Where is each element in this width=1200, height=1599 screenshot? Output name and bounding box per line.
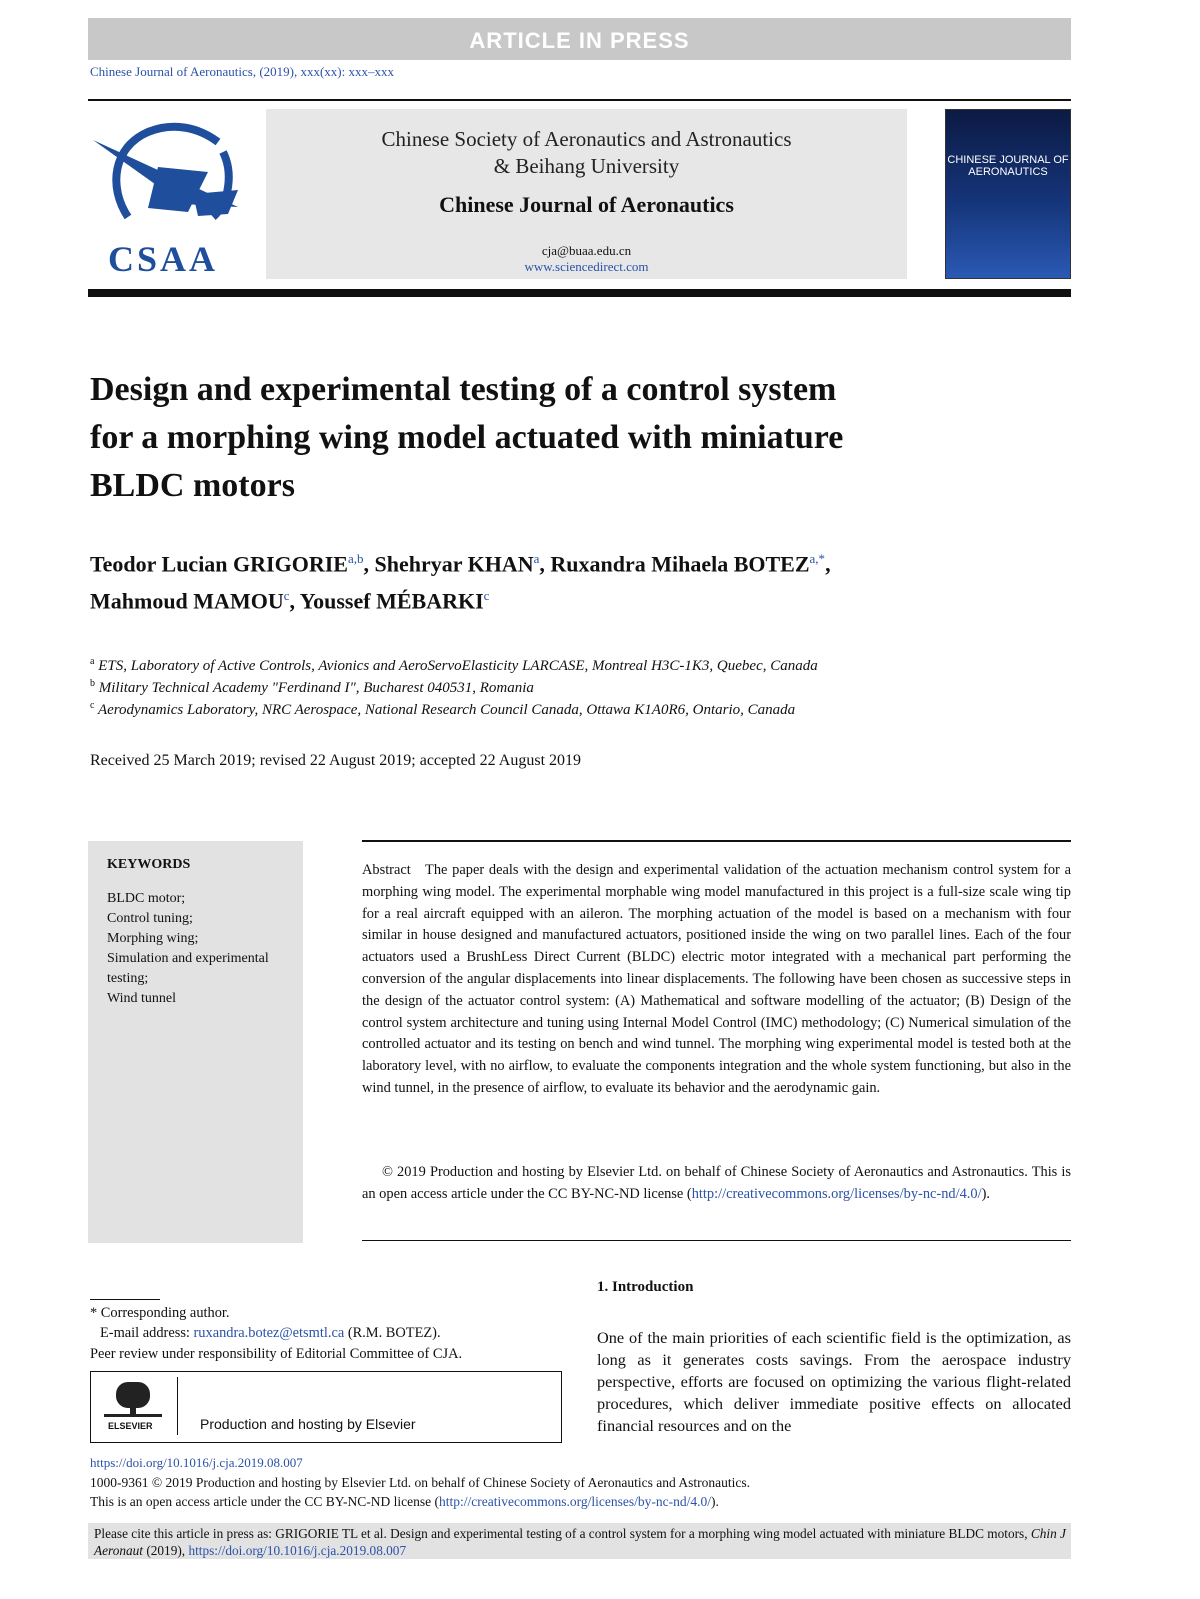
email-note (100, 1325, 441, 1342)
article-title (90, 366, 990, 510)
author-list: Teodor Lucian GRIGORIE$^{a,b}$, Shehryar KHAN$^a$, Ruxandra Mihaela $BOTEZ^{a,*}$, Mahmoud MAMOU$^c$, Youssef MÉBARKI$^c$ (90, 551, 831, 614)
affiliation-text: ETS, Laboratory of Active Controls, Avionics and AeroServoElasticity LARCASE, Montreal H3C-1K3, Quebec, Canada (98, 658, 818, 674)
abstract-text: The paper deals with the design and experimental validation of the actuation mechanism control system for a morphing wing model. The experimental morphable wing model manufactured in this project is a full-size scale wing tip for a real aircraft equipped with an aileron. The morphing actuation of the model is based on a mechanism with four similar in house designed and manufactured actuators, positioned inside the wing on two parallel lines. Each of the four actuators used a BrushLess Direct Current (BLDC) electric motor integrated with a mechanical part performing the conversion of the angular displacements into linear displacements. The following have been chosen as successive steps in the design of the actuator control system: (A) Mathematical and software modelling of the actuator; (B) Design of the control system architecture and tuning using Internal Model Control (IMC) methodology; (C) Numerical simulation of the controlled actuator and its testing on bench and wind tunnel. The morphing wing experimental model is tested both at the laboratory level, with no airflow, to evaluate the components integration and the whole system functioning, but also in the wind tunnel, in the presence of airflow, to evaluate its behavior and the aerodynamic gain. (362, 862, 1071, 1096)
journal-email[interactable]: cja@buaa.edu.cn (541, 243, 632, 258)
oa-suffix: ). (710, 1494, 719, 1509)
oa-prefix: This is an open access article under the CC BY-NC-ND license ( (90, 1494, 440, 1509)
affiliation-mark: c (90, 700, 95, 711)
journal-name: Chinese Journal of Aeronautics (439, 192, 734, 217)
author-name: Youssef MÉBARKI (299, 588, 484, 614)
journal-reference[interactable]: Chinese Journal of Aeronautics, (2019), xxx(xx): xxx–xxx (90, 64, 395, 79)
society-name (266, 126, 907, 180)
elsevier-logo (100, 1378, 166, 1435)
title-line: BLDC motors (90, 467, 295, 504)
abstract-top-rule (362, 840, 1071, 842)
cite-doi-link[interactable]: https://doi.org/10.1016/j.cja.2019.08.007 (188, 1543, 407, 1558)
banner-text: ARTICLE IN PRESS (469, 28, 690, 53)
abstract-label: Abstract (362, 862, 411, 878)
author-name: Mahmoud MAMOU (90, 588, 284, 614)
journal-cover (945, 109, 1071, 279)
email-label: E-mail address: (100, 1325, 194, 1341)
cite-prefix: Please cite this article in press as: GRIGORIE TL et al. Design and experimental testing of a control system for a morphing wing model actuated with miniature BLDC motors, (94, 1526, 1031, 1541)
affiliation-mark: b (90, 678, 95, 689)
abstract (362, 860, 1071, 1100)
csaa-logo (88, 112, 248, 282)
email-suffix: (R.M. BOTEZ). (344, 1325, 441, 1341)
keyword: BLDC motor; (107, 891, 186, 906)
journal-website-link[interactable]: www.sciencedirect.com (524, 259, 649, 274)
copyright-text: © 2019 Production and hosting by Elsevier Ltd. on behalf of Chinese Society of Aeronautics and Astronautics. This is an open access article under the CC BY-NC-ND license ( (362, 1164, 1071, 1202)
abstract-bottom-rule (362, 1240, 1071, 1241)
cite-year: (2019), (143, 1543, 189, 1558)
author-affiliation-mark[interactable]: a (533, 551, 540, 566)
copyright-end: ). (981, 1185, 990, 1202)
license-link[interactable]: http://creativecommons.org/licenses/by-nc-nd/4.0/ (691, 1185, 982, 1202)
oa-license-link[interactable]: http://creativecommons.org/licenses/by-nc-nd/4.0/ (439, 1494, 711, 1509)
publisher-divider (177, 1377, 178, 1435)
affiliation-text: Aerodynamics Laboratory, NRC Aerospace, National Research Council Canada, Ottawa K1A0R6, Ontario, Canada (97, 702, 796, 718)
affiliation-mark: a (90, 656, 95, 667)
affiliation-text: Military Technical Academy "Ferdinand I", Bucharest 040531, Romania (98, 680, 534, 696)
keyword: Morphing wing; (107, 931, 199, 946)
citation-text (94, 1525, 1069, 1559)
cover-title: CHINESE JOURNAL OF AERONAUTICS (947, 154, 1069, 178)
author-affiliation-mark[interactable]: c (483, 588, 490, 604)
author-name: Teodor Lucian GRIGORIE (90, 551, 348, 577)
author-name: Shehryar KHAN (374, 551, 534, 577)
author-email-link[interactable]: ruxandra.botez@etsmtl.ca (193, 1325, 345, 1341)
keyword: Simulation and experimental testing; (107, 951, 269, 986)
footnote-rule (90, 1299, 160, 1300)
affiliation (90, 700, 795, 719)
peer-review-note: Peer review under responsibility of Editorial Committee of CJA. (90, 1346, 463, 1362)
cite-journal: Chin J Aeronaut (94, 1526, 1066, 1558)
author-affiliation-mark[interactable]: a,b (347, 551, 364, 566)
keyword: Wind tunnel (107, 991, 177, 1006)
keywords-heading: KEYWORDS (107, 857, 191, 872)
introduction-text: One of the main priorities of each scientific field is the optimization, as long as it generates costs savings. From the aerospace industry perspective, efforts are focused on optimizing the various flight-related procedures, which deliver immediate positive effects on allocated financial resources and on the (597, 1328, 1071, 1435)
title-line: Design and experimental testing of a control system (90, 371, 837, 408)
title-line: for a morphing wing model actuated with miniature (90, 419, 844, 456)
elsevier-logo-text: ELSEVIER (108, 1421, 153, 1431)
header-top-rule (88, 99, 1071, 101)
introduction-heading: 1. Introduction (597, 1279, 694, 1295)
publisher-text: Production and hosting by Elsevier (200, 1416, 416, 1432)
abstract-copyright (362, 1162, 1071, 1206)
csaa-logo-text: CSAA (108, 239, 219, 279)
received-dates: Received 25 March 2019; revised 22 August 2019; accepted 22 August 2019 (90, 752, 582, 769)
article-in-press-banner (88, 18, 1071, 60)
author-affiliation-mark[interactable]: a,* (809, 551, 826, 566)
author-name: Ruxandra Mihaela BOTEZ (550, 551, 810, 577)
open-access-line (90, 1494, 719, 1510)
keyword: Control tuning; (107, 911, 193, 926)
author-affiliation-mark[interactable]: c (283, 588, 290, 604)
doi-link[interactable]: https://doi.org/10.1016/j.cja.2019.08.007 (90, 1455, 303, 1470)
issn-line: 1000-9361 © 2019 Production and hosting by Elsevier Ltd. on behalf of Chinese Society of Aeronautics and Astronautics. (90, 1475, 751, 1490)
corresponding-author-note: * Corresponding author. (90, 1305, 230, 1321)
society-line-2: & Beihang University (493, 154, 680, 178)
header-bottom-rule (88, 289, 1071, 297)
society-line-1: Chinese Society of Aeronautics and Astronautics (381, 127, 792, 151)
affiliation (90, 678, 534, 697)
affiliation (90, 656, 818, 675)
